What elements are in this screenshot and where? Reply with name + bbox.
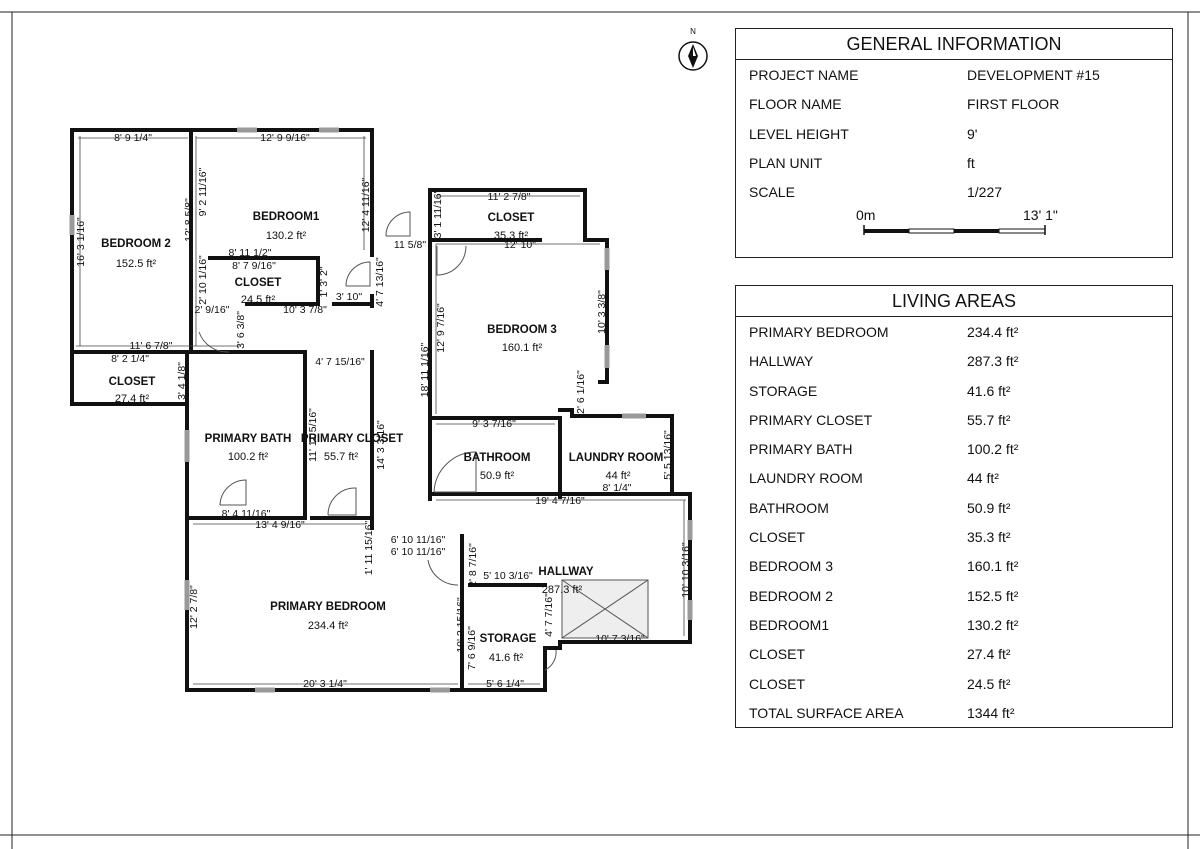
room-area: 234.4 ft² (307, 620, 349, 632)
room-name: PRIMARY CLOSET (300, 433, 404, 445)
area-label: PRIMARY CLOSET (749, 411, 873, 428)
area-value: 41.6 ft² (967, 382, 1011, 399)
area-value: 152.5 ft² (967, 587, 1019, 604)
dimension-label: 8' 9 1/4" (114, 132, 152, 144)
dimension-label: 3' 6 3/8" (235, 311, 247, 349)
area-value: 55.7 ft² (967, 411, 1011, 428)
area-label: BEDROOM 3 (749, 558, 834, 575)
room-name: STORAGE (479, 633, 537, 645)
dimension-label: 11 5/8" (393, 239, 427, 251)
info-value: ft (967, 154, 975, 171)
area-row (736, 493, 1172, 522)
dimension-label: 2' 6 1/16" (575, 370, 587, 414)
room-name: HALLWAY (538, 566, 594, 578)
area-label: CLOSET (749, 529, 806, 546)
info-label: LEVEL HEIGHT (749, 125, 849, 142)
dimension-label: 4' 7 15/16" (315, 356, 365, 368)
dimension-label: 4' 7 13/16" (374, 257, 386, 307)
dimension-label: 4' 7 7/16" (543, 593, 555, 637)
area-label: BATHROOM (749, 499, 829, 516)
room-name: CLOSET (108, 376, 156, 388)
room-area: 55.7 ft² (323, 451, 359, 463)
dimension-label: 9' 3 7/16" (472, 418, 516, 430)
area-row (736, 669, 1172, 698)
room-name: CLOSET (487, 212, 535, 224)
info-row (736, 119, 1172, 148)
info-label: PLAN UNIT (749, 154, 823, 171)
area-row (736, 522, 1172, 551)
dimension-label: 8' 11 1/2" (228, 247, 272, 259)
scale-end-label: 13' 1" (1023, 207, 1058, 223)
dimension-label: 8' 7 9/16" (232, 260, 276, 272)
area-label: STORAGE (749, 382, 818, 399)
area-row (736, 551, 1172, 580)
room-area: 152.5 ft² (115, 258, 157, 270)
dimension-label: 10' 3 3/8" (596, 290, 608, 334)
dimension-label: 3' 1 11/16" (432, 189, 444, 239)
room-area: 160.1 ft² (501, 342, 543, 354)
area-value: 44 ft² (967, 470, 999, 487)
area-row (736, 463, 1172, 492)
info-label: PROJECT NAME (749, 67, 859, 83)
dimension-label: 2' 9/16" (194, 304, 230, 316)
area-label: LAUNDRY ROOM (749, 470, 863, 487)
area-row (736, 639, 1172, 668)
area-value: 130.2 ft² (967, 616, 1019, 633)
dimension-label: 6' 10 11/16" (390, 534, 446, 546)
area-label: BEDROOM 2 (749, 587, 834, 604)
room-area: 130.2 ft² (265, 230, 307, 242)
general-information-title: GENERAL INFORMATION (736, 29, 1172, 60)
area-row (736, 317, 1172, 346)
area-label: TOTAL SURFACE AREA (749, 704, 904, 721)
compass-icon (679, 27, 707, 70)
compass-north-label: N (690, 27, 696, 36)
scale-bar (736, 207, 1174, 241)
area-row (736, 376, 1172, 405)
room-area: 287.3 ft² (541, 584, 583, 596)
general-information-panel (735, 28, 1173, 258)
dimension-label: 5' 5 13/16" (662, 430, 674, 480)
area-row (736, 405, 1172, 434)
room-name: BEDROOM 2 (101, 238, 171, 250)
dimension-label: 12' 8 5/8" (183, 198, 195, 242)
area-row-total (736, 698, 1172, 727)
dimension-label: 1' 11 15/16" (363, 520, 375, 576)
area-label: CLOSET (749, 646, 806, 663)
dimension-label: 11' 2 7/8" (487, 191, 531, 203)
dimension-label: 11' 11 5/16" (307, 408, 319, 462)
area-label: CLOSET (749, 675, 806, 692)
room-area: 27.4 ft² (114, 393, 150, 405)
dimension-label: 12' 9 9/16" (260, 132, 310, 144)
dimension-label: 5' 10 3/16" (483, 570, 533, 582)
area-label: PRIMARY BATH (749, 441, 853, 458)
room-area: 44 ft² (605, 470, 631, 482)
dimension-label: 20' 3 1/4" (303, 678, 347, 690)
room-area: 41.6 ft² (488, 652, 524, 664)
info-row (736, 89, 1172, 118)
room-area: 24.5 ft² (240, 294, 276, 306)
dimension-label: 13' 4 9/16" (255, 519, 305, 531)
area-value: 234.4 ft² (967, 324, 1019, 340)
dimension-label: 12' 9 7/16" (435, 303, 447, 353)
room-area: 100.2 ft² (227, 451, 269, 463)
dimension-label: 2' 8 7/16" (467, 543, 479, 587)
info-row (736, 177, 1172, 206)
scale-bar-graphic (736, 207, 1174, 241)
room-area: 50.9 ft² (479, 470, 515, 482)
area-row (736, 610, 1172, 639)
dimension-label: 5' 6 1/4" (486, 678, 524, 690)
room-name: BEDROOM 3 (487, 324, 557, 336)
dimension-label: 10' 3 7/8" (283, 304, 327, 316)
area-value: 27.4 ft² (967, 646, 1011, 663)
dimension-label: 8' 4 11/16" (221, 508, 271, 520)
dimension-label: 10' 2 15/16" (455, 597, 467, 653)
living-areas-title: LIVING AREAS (736, 286, 1172, 317)
area-label: HALLWAY (749, 353, 814, 370)
room-name: LAUNDRY ROOM (568, 452, 664, 464)
scale-start-label: 0m (856, 207, 876, 223)
area-value: 24.5 ft² (967, 675, 1011, 692)
living-areas-panel (735, 285, 1173, 728)
dimension-label: 1' 3' 2" (318, 266, 330, 298)
dimension-label: 10' 10 3/16" (680, 542, 692, 598)
dimension-label: 2' 10 1/16" (197, 255, 209, 305)
room-name: PRIMARY BATH (204, 433, 292, 445)
room-area: 35.3 ft² (493, 230, 529, 242)
info-value: FIRST FLOOR (967, 96, 1060, 113)
info-value: 1/227 (967, 184, 1003, 201)
info-value: DEVELOPMENT #15 (967, 67, 1100, 83)
dimension-label: 7' 6 9/16" (466, 626, 478, 670)
room-name: BATHROOM (463, 452, 531, 464)
dimension-label: 8' 1/4" (602, 482, 632, 494)
dimension-label: 12' 10" (503, 239, 537, 251)
area-value: 160.1 ft² (967, 558, 1019, 575)
info-row (736, 60, 1172, 89)
dimension-label: 12' 2 7/8" (188, 585, 200, 629)
info-row (736, 148, 1172, 177)
area-value: 35.3 ft² (967, 529, 1011, 546)
area-label: BEDROOM1 (749, 616, 830, 633)
area-row (736, 581, 1172, 610)
dimension-label: 19' 4 7/16" (535, 495, 585, 507)
area-value: 50.9 ft² (967, 499, 1011, 516)
info-value: 9' (967, 125, 978, 142)
area-value: 1344 ft² (967, 704, 1015, 721)
room-name: PRIMARY BEDROOM (270, 601, 386, 613)
dimension-label: 3' 4 1/8" (176, 362, 188, 400)
dimension-label: 16' 3 1/16" (75, 217, 87, 267)
info-label: FLOOR NAME (749, 96, 842, 113)
dimension-label: 14' 3 3/16" (375, 420, 387, 470)
dimension-label: 8' 2 1/4" (111, 353, 149, 365)
room-name: BEDROOM1 (252, 211, 320, 223)
dimension-label: 6' 10 11/16" (390, 546, 446, 558)
info-label: SCALE (749, 184, 795, 201)
dimension-label: 9' 2 11/16" (197, 167, 209, 217)
area-value: 100.2 ft² (967, 441, 1019, 458)
dimension-label: 18' 11 1/16" (419, 342, 431, 398)
dimension-label: 12' 4 11/16" (360, 177, 372, 233)
area-label: PRIMARY BEDROOM (749, 324, 889, 340)
dimension-label: 11' 6 7/8" (129, 340, 173, 352)
area-row (736, 434, 1172, 463)
dimension-label: 3' 10" (335, 291, 363, 303)
area-value: 287.3 ft² (967, 353, 1019, 370)
dimension-label: 10' 7 3/16" (595, 633, 645, 645)
room-name: CLOSET (234, 277, 282, 289)
area-row (736, 346, 1172, 375)
